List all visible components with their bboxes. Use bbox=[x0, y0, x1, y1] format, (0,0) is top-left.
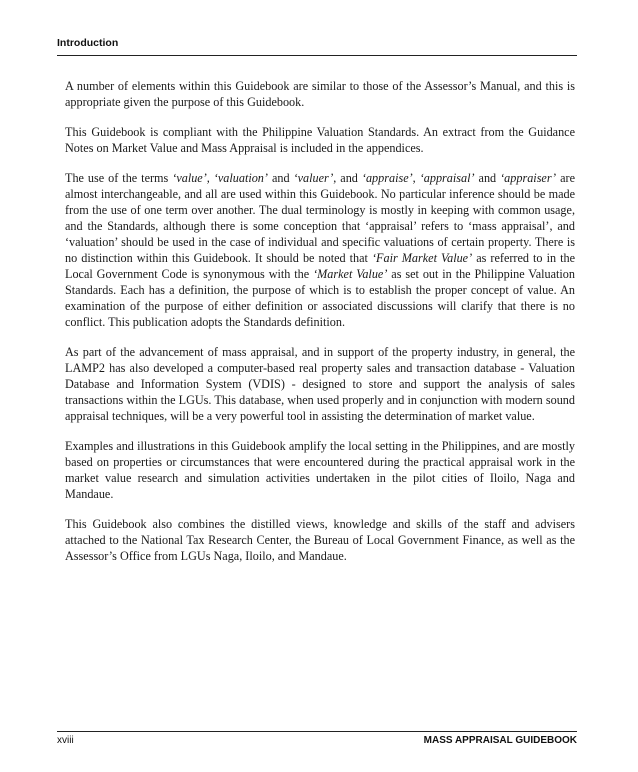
term-valuer: ‘valuer’ bbox=[293, 171, 334, 185]
text-run: As part of the advancement of mass appraisal, and in support of the property industry, in general, the LAMP2 has also developed a computer-based real property sales and transaction database - Valuation Database and Information System (VDIS) - designed to store and support the analysis of sales transactions within the LGUs. This database, when used properly and in conjunction with modern sound appraisal techniques, will be a very powerful tool in assisting the determination of market value. bbox=[65, 345, 575, 423]
text-run: and bbox=[474, 171, 501, 185]
paragraph-2 bbox=[65, 124, 575, 156]
paragraph-3 bbox=[65, 170, 575, 330]
footer-divider bbox=[57, 731, 577, 732]
page-number: xviii bbox=[57, 735, 74, 746]
paragraph-1 bbox=[65, 78, 575, 110]
text-run: , and bbox=[333, 171, 362, 185]
term-appraiser: ‘appraiser’ bbox=[500, 171, 557, 185]
text-run: A number of elements within this Guidebook are similar to those of the Assessor’s Manual, and this is appropriate given the purpose of this Guidebook. bbox=[65, 79, 575, 109]
term-appraise-appraisal: ‘appraise’, ‘appraisal’ bbox=[361, 171, 475, 185]
section-title: Introduction bbox=[57, 37, 119, 49]
body-text bbox=[65, 78, 575, 578]
term-value-valuation: ‘value’, ‘valuation’ bbox=[172, 171, 268, 185]
text-run: as referred to in the Local Government Code is synonymous with the bbox=[65, 251, 575, 281]
header-divider bbox=[57, 55, 577, 56]
text-run: are almost interchangeable, and all are used within this Guidebook. No particular inference should be made from the use of one term over another. The dual terminology is mostly in keeping with common usage, and the Standards, although there is some conception that ‘appraisal’ refers to ‘mass appraisal’, and ‘valuation’ should be used in the case of individual and specific valuations of certain property. There is no distinction within this Guidebook. It should be noted that bbox=[65, 171, 575, 265]
text-run: The use of the terms bbox=[65, 171, 173, 185]
text-run: This Guidebook also combines the distilled views, knowledge and skills of the staff and advisers attached to the National Tax Research Center, the Bureau of Local Government Finance, as well as the Assessor’s Office from LGUs Naga, Iloilo, and Mandaue. bbox=[65, 517, 575, 563]
book-title: MASS APPRAISAL GUIDEBOOK bbox=[423, 735, 577, 746]
text-run: Examples and illustrations in this Guidebook amplify the local setting in the Philippines, and are mostly based on properties or circumstances that were encountered during the practical appraisal work in the market value research and simulation activities undertaken in the pilot cities of Iloilo, Naga and Mandaue. bbox=[65, 439, 575, 501]
paragraph-6 bbox=[65, 516, 575, 564]
paragraph-5 bbox=[65, 438, 575, 502]
text-run: and bbox=[267, 171, 294, 185]
term-fair-market-value: ‘Fair Market Value’ bbox=[371, 251, 473, 265]
text-run: as set out in the Philippine Valuation Standards. Each has a definition, the purpose of which is to establish the proper concept of value. An examination of the purpose of either definition or associated discussions will clarify that there is no conflict. This publication adopts the Standards definition. bbox=[65, 267, 575, 329]
term-market-value: ‘Market Value’ bbox=[313, 267, 388, 281]
text-run: This Guidebook is compliant with the Philippine Valuation Standards. An extract from the Guidance Notes on Market Value and Mass Appraisal is included in the appendices. bbox=[65, 125, 575, 155]
paragraph-4 bbox=[65, 344, 575, 424]
